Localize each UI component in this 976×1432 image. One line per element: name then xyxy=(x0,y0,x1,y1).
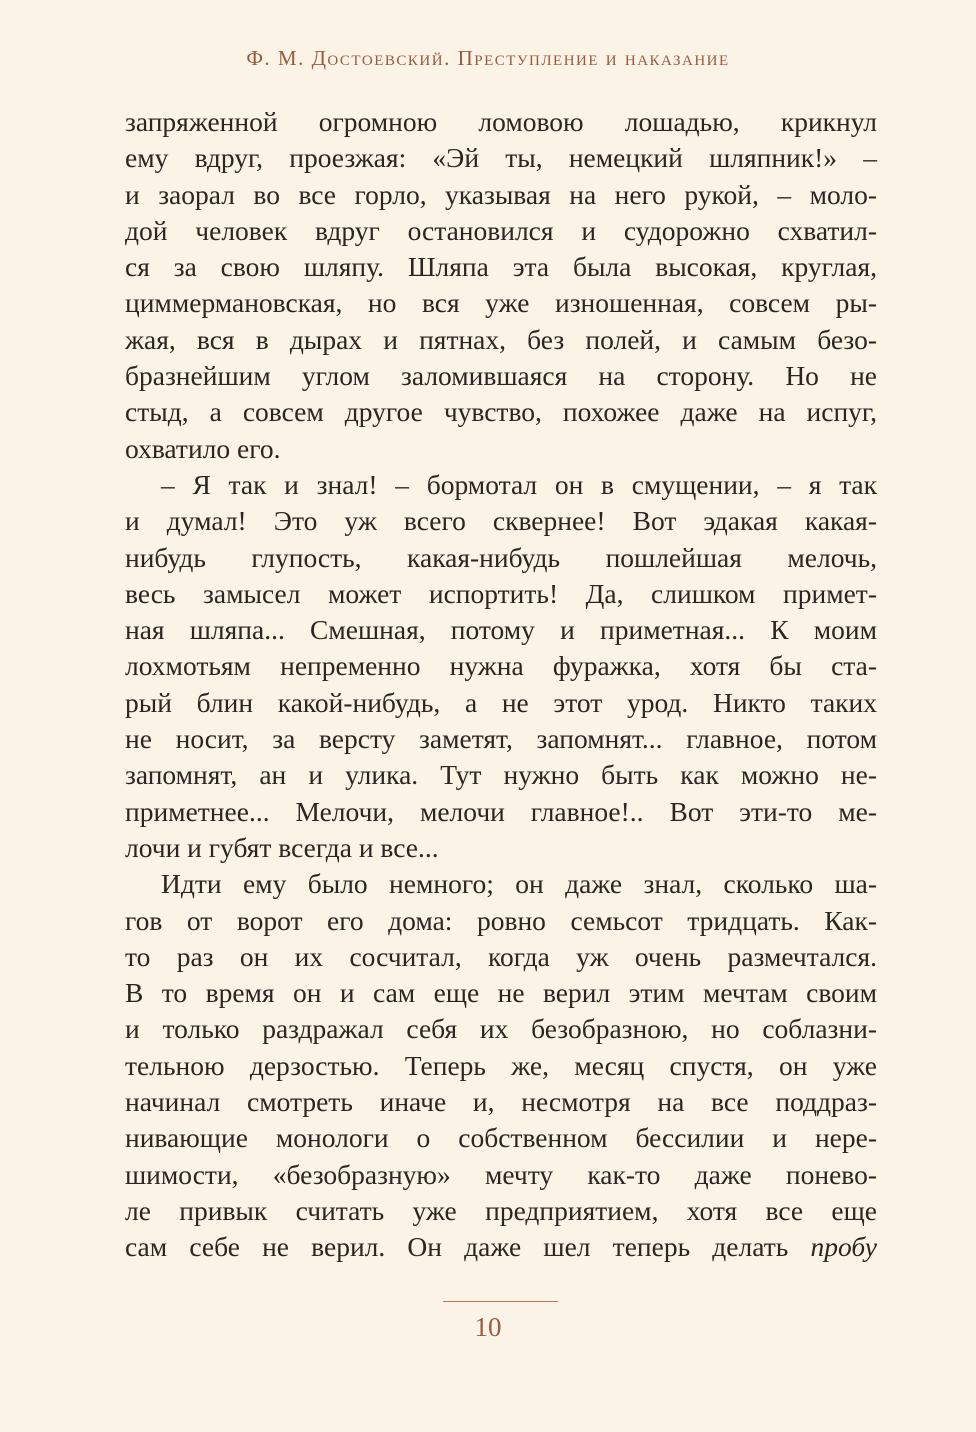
text-line: начинал смотреть иначе и, несмотря на все поддраз- xyxy=(125,1086,877,1118)
text-line: лочи и губят всегда и все... xyxy=(125,831,439,863)
text-line: и заорал во все горло, указывая на него рукой, – моло- xyxy=(125,178,877,210)
body-text xyxy=(125,104,877,1266)
text-line: приметнее... Мелочи, мелочи главное!.. Вот эти-то ме- xyxy=(125,795,877,827)
text-line: тельною дерзостью. Теперь же, месяц спустя, он уже xyxy=(125,1049,877,1081)
text-line: запомнят, ан и улика. Тут нужно быть как можно не- xyxy=(125,759,877,791)
text-line: весь замысел может испортить! Да, слишком примет- xyxy=(125,577,877,609)
text-line: Идти ему было немного; он даже знал, сколько ша- xyxy=(161,868,877,900)
text-line: ле привык считать уже предприятием, хотя все еще xyxy=(125,1194,877,1226)
running-head: Ф. М. Достоевский. Преступление и наказание xyxy=(246,46,730,70)
text-line: лохмотьям непременно нужна фуражка, хотя бы ста- xyxy=(125,650,877,682)
text-line: сам себе не верил. Он даже шел теперь делать пробу xyxy=(125,1231,877,1263)
text-line: ся за свою шляпу. Шляпа эта была высокая, круглая, xyxy=(125,251,877,283)
text-line: дой человек вдруг остановился и судорожно схватил- xyxy=(125,214,877,246)
footer-rule xyxy=(443,1301,558,1302)
paragraph xyxy=(125,866,877,1265)
text-line: В то время он и сам еще не верил этим мечтам своим xyxy=(125,977,877,1009)
text-line: гов от ворот его дома: ровно семьсот тридцать. Как- xyxy=(125,904,877,936)
text-line: то раз он их сосчитал, когда уж очень размечтался. xyxy=(125,940,877,972)
paragraph xyxy=(125,104,877,467)
text-line: бразнейшим углом заломившаяся на сторону. Но не xyxy=(125,360,877,392)
text-line: – Я так и знал! – бормотал он в смущении, – я так xyxy=(161,468,877,500)
text-line: ему вдруг, проезжая: «Эй ты, немецкий шляпник!» – xyxy=(125,142,877,174)
text-line: нибудь глупость, какая-нибудь пошлейшая мелочь, xyxy=(125,541,877,573)
text-line: рый блин какой-нибудь, а не этот урод. Никто таких xyxy=(125,686,877,718)
text-line: и только раздражал себя их безобразною, но соблазни- xyxy=(125,1013,877,1045)
text-line: и думал! Это уж всего сквернее! Вот эдакая какая- xyxy=(125,505,877,537)
text-line: ная шляпа... Смешная, потому и приметная... К моим xyxy=(125,614,877,646)
text-line: шимости, «безобразную» мечту как-то даже понево- xyxy=(125,1158,877,1190)
text-line: не носит, за версту заметят, запомнят... главное, потом xyxy=(125,723,877,755)
text-line: стыд, а совсем другое чувство, похожее даже на испуг, xyxy=(125,396,877,428)
text-line: запряженной огромною ломовою лошадью, крикнул xyxy=(125,106,877,137)
text-line: нивающие монологи о собственном бессилии и нере- xyxy=(125,1122,877,1154)
text-line: охватило его. xyxy=(125,432,281,464)
text-line: циммермановская, но вся уже изношенная, совсем ры- xyxy=(125,287,877,319)
paragraph xyxy=(125,467,877,866)
text-line: жая, вся в дырах и пятнах, без полей, и самым безо- xyxy=(125,323,877,355)
page-number: 10 xyxy=(474,1312,502,1342)
emphasis: пробу xyxy=(810,1231,877,1263)
